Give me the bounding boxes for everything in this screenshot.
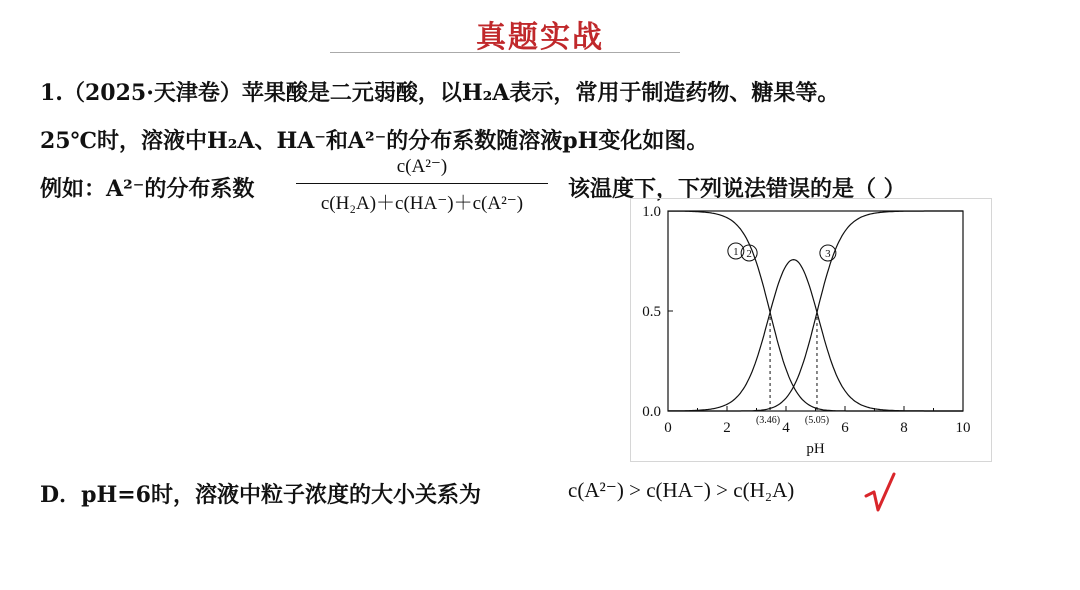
series-label: 2 <box>746 248 752 260</box>
pka-annotation: (3.46) <box>755 415 781 426</box>
y-tick-label: 0.0 <box>642 404 661 420</box>
fraction-numerator: c(A²⁻) <box>396 156 448 177</box>
x-tick-label: 6 <box>841 420 849 436</box>
question-line-3-prefix: 例如：A²⁻的分布系数 <box>40 176 255 202</box>
x-tick-label: 2 <box>723 420 731 436</box>
series-label: 1 <box>733 246 739 258</box>
distribution-chart <box>600 195 980 470</box>
title-divider <box>330 52 680 53</box>
x-tick-label: 8 <box>900 420 908 436</box>
plot-area <box>668 211 963 411</box>
series-line <box>668 260 963 411</box>
x-tick-label: 0 <box>664 420 672 436</box>
option-d-label: D．pH=6时，溶液中粒子浓度的大小关系为 <box>40 482 481 508</box>
y-tick-label: 1.0 <box>642 204 661 220</box>
fraction-denominator: c(H₂A)＋c(HA⁻)＋c(A²⁻) <box>320 193 524 214</box>
question-line-1: 1.（2025·天津卷）苹果酸是二元弱酸，以H₂A表示，常用于制造药物、糖果等。 <box>40 80 840 106</box>
fraction-bar <box>296 183 548 184</box>
x-tick-label: 10 <box>955 420 971 436</box>
distribution-fraction <box>296 155 548 217</box>
pka-annotation: (5.05) <box>804 415 830 426</box>
x-axis-label: pH <box>806 441 825 457</box>
series-line <box>668 211 963 411</box>
y-tick-label: 0.5 <box>642 304 661 320</box>
check-mark-icon <box>862 470 898 518</box>
page-title: 真题实战 <box>476 20 604 55</box>
question-line-3-suffix: 该温度下，下列说法错误的是（ ） <box>568 176 906 202</box>
series-line <box>668 211 963 411</box>
option-d-relation: c(A²⁻) > c(HA⁻) > c(H₂A) <box>568 478 795 502</box>
series-label: 3 <box>825 248 831 260</box>
x-tick-label: 4 <box>782 420 790 436</box>
question-line-2: 25℃时，溶液中H₂A、HA⁻和A²⁻的分布系数随溶液pH变化如图。 <box>40 128 709 154</box>
